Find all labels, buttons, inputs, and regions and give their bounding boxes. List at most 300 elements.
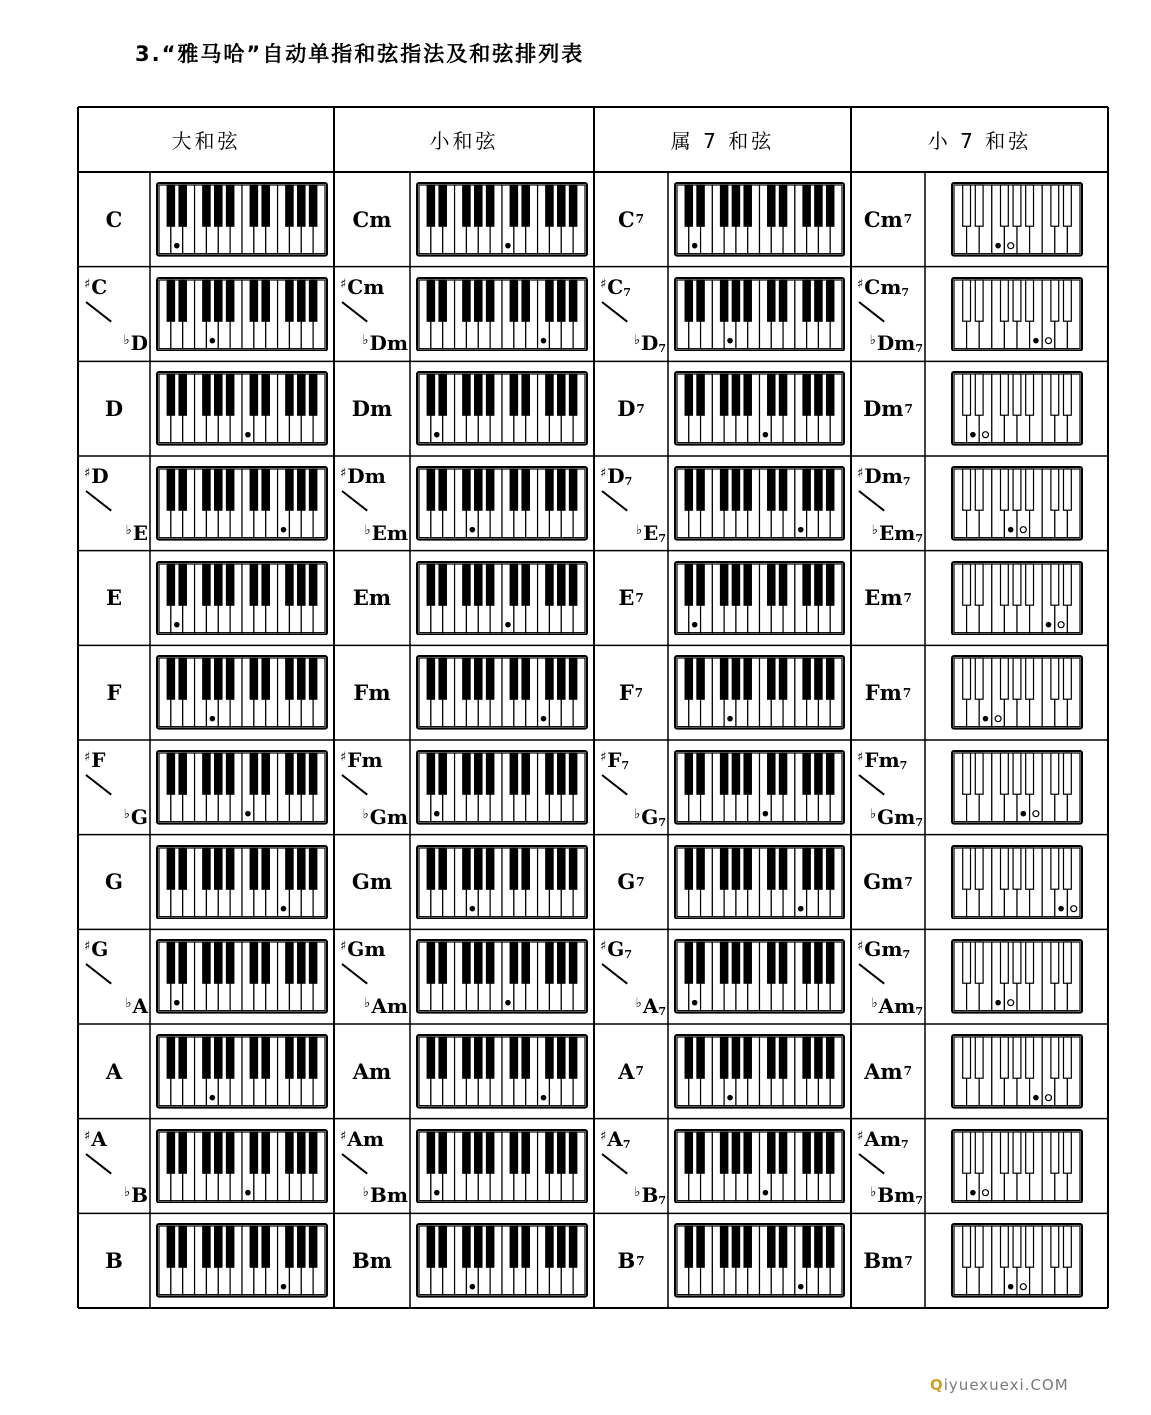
black-key [286, 1132, 293, 1173]
black-key [262, 942, 269, 983]
black-key [697, 1037, 704, 1078]
black-key [569, 658, 576, 699]
chord-name: Bm [352, 1248, 392, 1274]
sharp-chord-name: $^♯F_7$ [600, 748, 630, 772]
black-key [697, 848, 704, 889]
sharp-chord-name: ♯C [84, 274, 108, 299]
black-key [815, 469, 822, 510]
black-key [732, 1037, 739, 1078]
black-key [744, 848, 751, 889]
enharmonic-slash [85, 490, 111, 511]
black-key [975, 1226, 983, 1267]
keyboard-diagram [951, 371, 1083, 446]
keyboard-diagram [951, 1129, 1083, 1204]
finger-dot [982, 716, 988, 722]
keyboard-diagram [416, 371, 588, 446]
black-key [309, 185, 316, 226]
black-key [779, 280, 786, 321]
black-key [569, 564, 576, 605]
chord-name: Am [352, 1058, 392, 1084]
finger-dot [470, 527, 476, 533]
black-key [167, 1226, 174, 1267]
black-key [298, 658, 305, 699]
black-key [286, 469, 293, 510]
black-key [558, 280, 565, 321]
black-key [962, 1226, 970, 1267]
black-key [262, 564, 269, 605]
black-key [203, 848, 210, 889]
black-key [250, 185, 257, 226]
keyboard-diagram [951, 655, 1083, 730]
black-key [1013, 658, 1021, 699]
black-key [298, 469, 305, 510]
black-key [439, 942, 446, 983]
chord-name: Em [352, 585, 392, 611]
finger-dot [727, 338, 733, 344]
black-key [1025, 564, 1033, 605]
black-key [768, 942, 775, 983]
column-header: 小和弦 [429, 129, 499, 153]
black-key [226, 753, 233, 794]
black-key [179, 942, 186, 983]
black-key [1050, 374, 1058, 415]
keyboard-diagram [156, 655, 328, 730]
keyboard-diagram [416, 939, 588, 1014]
black-key [463, 753, 470, 794]
black-key [975, 280, 983, 321]
open-finger-dot [1007, 243, 1013, 249]
black-key [1063, 848, 1071, 889]
black-key [298, 753, 305, 794]
column-header: 属 7 和弦 [670, 129, 775, 153]
black-key [768, 469, 775, 510]
chord-name: G 7 [617, 869, 645, 895]
black-key [1050, 564, 1058, 605]
black-key [203, 1226, 210, 1267]
black-key [427, 564, 434, 605]
finger-dot [470, 906, 476, 912]
sharp-chord-name: ♯Fm [340, 748, 383, 772]
black-key [962, 1132, 970, 1173]
black-key [546, 469, 553, 510]
sharp-chord-name: ♯Cm [340, 274, 385, 299]
black-key [522, 469, 529, 510]
black-key [286, 848, 293, 889]
enharmonic-chord-name [594, 1119, 668, 1214]
chord-name: F 7 [618, 680, 644, 706]
flat-chord-name: $^♭Am_7$ [871, 993, 923, 1018]
keyboard-diagram [951, 1223, 1083, 1298]
keyboard-diagram [416, 1129, 588, 1204]
black-key [1025, 658, 1033, 699]
keyboard-diagram [674, 466, 845, 541]
black-key [215, 848, 222, 889]
black-key [1013, 469, 1021, 510]
enharmonic-slash [601, 490, 627, 511]
black-key [803, 1226, 810, 1267]
flat-chord-name: ♭Gm [362, 804, 408, 829]
sharp-chord-name: $^♯Cm_7$ [857, 274, 910, 299]
black-key [439, 469, 446, 510]
sharp-chord-name: $^♯Fm_7$ [857, 748, 908, 772]
black-key [427, 185, 434, 226]
enharmonic-slash [858, 1153, 884, 1174]
enharmonic-chord-name [594, 456, 668, 551]
site-watermark [930, 1376, 1069, 1394]
black-key [768, 1226, 775, 1267]
enharmonic-slash [858, 964, 884, 985]
black-key [309, 564, 316, 605]
finger-dot [995, 243, 1001, 249]
finger-dot [1020, 811, 1026, 817]
black-key [803, 753, 810, 794]
black-key [975, 753, 983, 794]
black-key [522, 753, 529, 794]
black-key [262, 1132, 269, 1173]
black-key [1050, 753, 1058, 794]
black-key [309, 753, 316, 794]
chord-name: D [104, 396, 124, 422]
black-key [546, 280, 553, 321]
black-key [685, 564, 692, 605]
black-key [732, 185, 739, 226]
black-key [309, 280, 316, 321]
enharmonic-slash [601, 1153, 627, 1174]
black-key [427, 1037, 434, 1078]
black-key [827, 658, 834, 699]
black-key [1063, 374, 1071, 415]
black-key [510, 848, 517, 889]
black-key [522, 942, 529, 983]
enharmonic-chord-name [334, 267, 410, 362]
black-key [522, 564, 529, 605]
black-key [1050, 469, 1058, 510]
black-key [215, 1226, 222, 1267]
black-key [463, 1037, 470, 1078]
flat-chord-name: ♭E [125, 520, 148, 545]
column-header: 小 7 和弦 [927, 129, 1032, 153]
black-key [697, 185, 704, 226]
black-key [427, 1132, 434, 1173]
black-key [1025, 469, 1033, 510]
black-key [179, 280, 186, 321]
chord-name: Em 7 [864, 585, 912, 611]
black-key [475, 469, 482, 510]
keyboard-diagram [416, 182, 588, 257]
black-key [815, 1037, 822, 1078]
black-key [309, 1037, 316, 1078]
black-key [1000, 185, 1008, 226]
black-key [226, 374, 233, 415]
keyboard-diagram [674, 277, 845, 352]
black-key [522, 374, 529, 415]
chord-name: B [105, 1248, 123, 1274]
black-key [1000, 469, 1008, 510]
black-key [286, 374, 293, 415]
open-finger-dot [1020, 527, 1026, 533]
black-key [250, 658, 257, 699]
black-key [439, 185, 446, 226]
finger-dot [970, 1190, 976, 1196]
black-key [744, 1226, 751, 1267]
black-key [1050, 1037, 1058, 1078]
black-key [1063, 1226, 1071, 1267]
black-key [1025, 1132, 1033, 1173]
keyboard-diagram [416, 655, 588, 730]
chord-name: D 7 [617, 396, 645, 422]
black-key [697, 753, 704, 794]
black-key [309, 1226, 316, 1267]
black-key [1050, 942, 1058, 983]
black-key [486, 374, 493, 415]
black-key [510, 753, 517, 794]
black-key [286, 185, 293, 226]
black-key [215, 280, 222, 321]
black-key [1025, 753, 1033, 794]
black-key [744, 374, 751, 415]
black-key [975, 1132, 983, 1173]
black-key [167, 280, 174, 321]
black-key [697, 942, 704, 983]
enharmonic-chord-name [594, 267, 668, 362]
enharmonic-chord-name [851, 929, 925, 1024]
black-key [546, 753, 553, 794]
black-key [486, 658, 493, 699]
black-key [1013, 848, 1021, 889]
black-key [732, 848, 739, 889]
black-key [768, 848, 775, 889]
keyboard-diagram [416, 750, 588, 825]
finger-dot [505, 1000, 511, 1006]
black-key [475, 1132, 482, 1173]
black-key [463, 1226, 470, 1267]
black-key [203, 1037, 210, 1078]
black-key [486, 942, 493, 983]
enharmonic-chord-name [334, 929, 410, 1024]
black-key [744, 1132, 751, 1173]
black-key [768, 753, 775, 794]
black-key [286, 564, 293, 605]
black-key [510, 658, 517, 699]
black-key [815, 753, 822, 794]
black-key [720, 1037, 727, 1078]
black-key [975, 185, 983, 226]
black-key [309, 942, 316, 983]
black-key [744, 469, 751, 510]
chord-name: C [105, 206, 123, 232]
flat-chord-name: ♭B [123, 1183, 148, 1208]
black-key [1025, 942, 1033, 983]
black-key [1050, 280, 1058, 321]
finger-dot [763, 1190, 769, 1196]
black-key [827, 469, 834, 510]
black-key [827, 1226, 834, 1267]
chord-name: E 7 [618, 585, 644, 611]
black-key [962, 848, 970, 889]
black-key [1000, 374, 1008, 415]
finger-dot [434, 432, 440, 438]
black-key [510, 469, 517, 510]
black-key [546, 1132, 553, 1173]
black-key [732, 374, 739, 415]
black-key [962, 280, 970, 321]
keyboard-diagram [156, 845, 328, 920]
enharmonic-slash [858, 490, 884, 511]
black-key [167, 564, 174, 605]
keyboard-diagram [674, 939, 845, 1014]
keyboard-diagram [674, 1223, 845, 1298]
keyboard-diagram [156, 750, 328, 825]
keyboard-diagram [416, 561, 588, 636]
black-key [463, 469, 470, 510]
black-key [298, 185, 305, 226]
black-key [439, 753, 446, 794]
black-key [298, 564, 305, 605]
black-key [475, 185, 482, 226]
flat-chord-name: ♭D [123, 331, 148, 356]
finger-dot [798, 906, 804, 912]
black-key [179, 185, 186, 226]
black-key [262, 185, 269, 226]
black-key [309, 848, 316, 889]
black-key [569, 942, 576, 983]
enharmonic-slash [601, 964, 627, 985]
finger-dot [1045, 622, 1051, 628]
black-key [262, 753, 269, 794]
enharmonic-chord-name [78, 929, 150, 1024]
finger-dot [210, 338, 216, 344]
black-key [215, 374, 222, 415]
black-key [1063, 658, 1071, 699]
finger-dot [1007, 1284, 1013, 1290]
keyboard-diagram [674, 845, 845, 920]
black-key [486, 185, 493, 226]
sharp-chord-name: ♯Dm [340, 464, 386, 488]
keyboard-diagram [674, 1034, 845, 1109]
black-key [522, 1132, 529, 1173]
black-key [803, 658, 810, 699]
black-key [697, 280, 704, 321]
chord-name: Bm 7 [863, 1248, 913, 1274]
black-key [1000, 280, 1008, 321]
black-key [179, 564, 186, 605]
black-key [720, 753, 727, 794]
black-key [1000, 1226, 1008, 1267]
black-key [975, 1037, 983, 1078]
black-key [962, 942, 970, 983]
sharp-chord-name: ♯Gm [340, 937, 386, 962]
black-key [226, 1226, 233, 1267]
black-key [697, 469, 704, 510]
black-key [732, 564, 739, 605]
open-finger-dot [1045, 337, 1051, 343]
black-key [815, 374, 822, 415]
enharmonic-slash [858, 301, 884, 322]
keyboard-diagram [416, 1223, 588, 1298]
black-key [1050, 848, 1058, 889]
flat-chord-name: $^♭D_7$ [633, 331, 666, 356]
black-key [1000, 658, 1008, 699]
enharmonic-slash [85, 301, 111, 322]
keyboard-diagram [951, 182, 1083, 257]
black-key [685, 469, 692, 510]
black-key [546, 1226, 553, 1267]
black-key [179, 1226, 186, 1267]
black-key [463, 374, 470, 415]
black-key [732, 280, 739, 321]
black-key [463, 942, 470, 983]
black-key [486, 753, 493, 794]
black-key [439, 564, 446, 605]
black-key [768, 1132, 775, 1173]
black-key [962, 753, 970, 794]
flat-chord-name: ♭Dm [362, 331, 408, 356]
enharmonic-slash [85, 1153, 111, 1174]
keyboard-diagram [951, 561, 1083, 636]
black-key [827, 1037, 834, 1078]
finger-dot [1033, 338, 1039, 344]
finger-dot [727, 716, 733, 722]
black-key [569, 280, 576, 321]
black-key [286, 1226, 293, 1267]
black-key [427, 753, 434, 794]
black-key [286, 1037, 293, 1078]
black-key [510, 564, 517, 605]
keyboard-diagram [416, 466, 588, 541]
black-key [475, 1037, 482, 1078]
flat-chord-name: ♭G [123, 804, 148, 829]
black-key [975, 848, 983, 889]
black-key [558, 469, 565, 510]
sharp-chord-name: ♯A [84, 1126, 107, 1151]
black-key [546, 374, 553, 415]
enharmonic-slash [341, 490, 367, 511]
black-key [510, 185, 517, 226]
black-key [569, 469, 576, 510]
black-key [685, 185, 692, 226]
sharp-chord-name: $^♯D_7$ [600, 464, 633, 488]
black-key [720, 848, 727, 889]
black-key [1063, 1132, 1071, 1173]
black-key [179, 848, 186, 889]
finger-dot [281, 527, 287, 533]
finger-dot [798, 1284, 804, 1290]
black-key [685, 848, 692, 889]
chord-name: E [105, 585, 122, 611]
black-key [546, 1037, 553, 1078]
watermark-logo: Q [930, 1376, 944, 1394]
black-key [250, 1226, 257, 1267]
black-key [510, 280, 517, 321]
black-key [510, 374, 517, 415]
black-key [685, 942, 692, 983]
black-key [975, 374, 983, 415]
black-key [298, 942, 305, 983]
black-key [1063, 942, 1071, 983]
black-key [486, 564, 493, 605]
finger-dot [505, 243, 511, 249]
finger-dot [174, 243, 180, 249]
black-key [463, 564, 470, 605]
sharp-chord-name: $^♯Dm_7$ [857, 464, 911, 488]
black-key [1063, 280, 1071, 321]
black-key [1063, 1037, 1071, 1078]
black-key [262, 469, 269, 510]
black-key [215, 469, 222, 510]
black-key [558, 1226, 565, 1267]
black-key [744, 658, 751, 699]
finger-dot [434, 1190, 440, 1196]
